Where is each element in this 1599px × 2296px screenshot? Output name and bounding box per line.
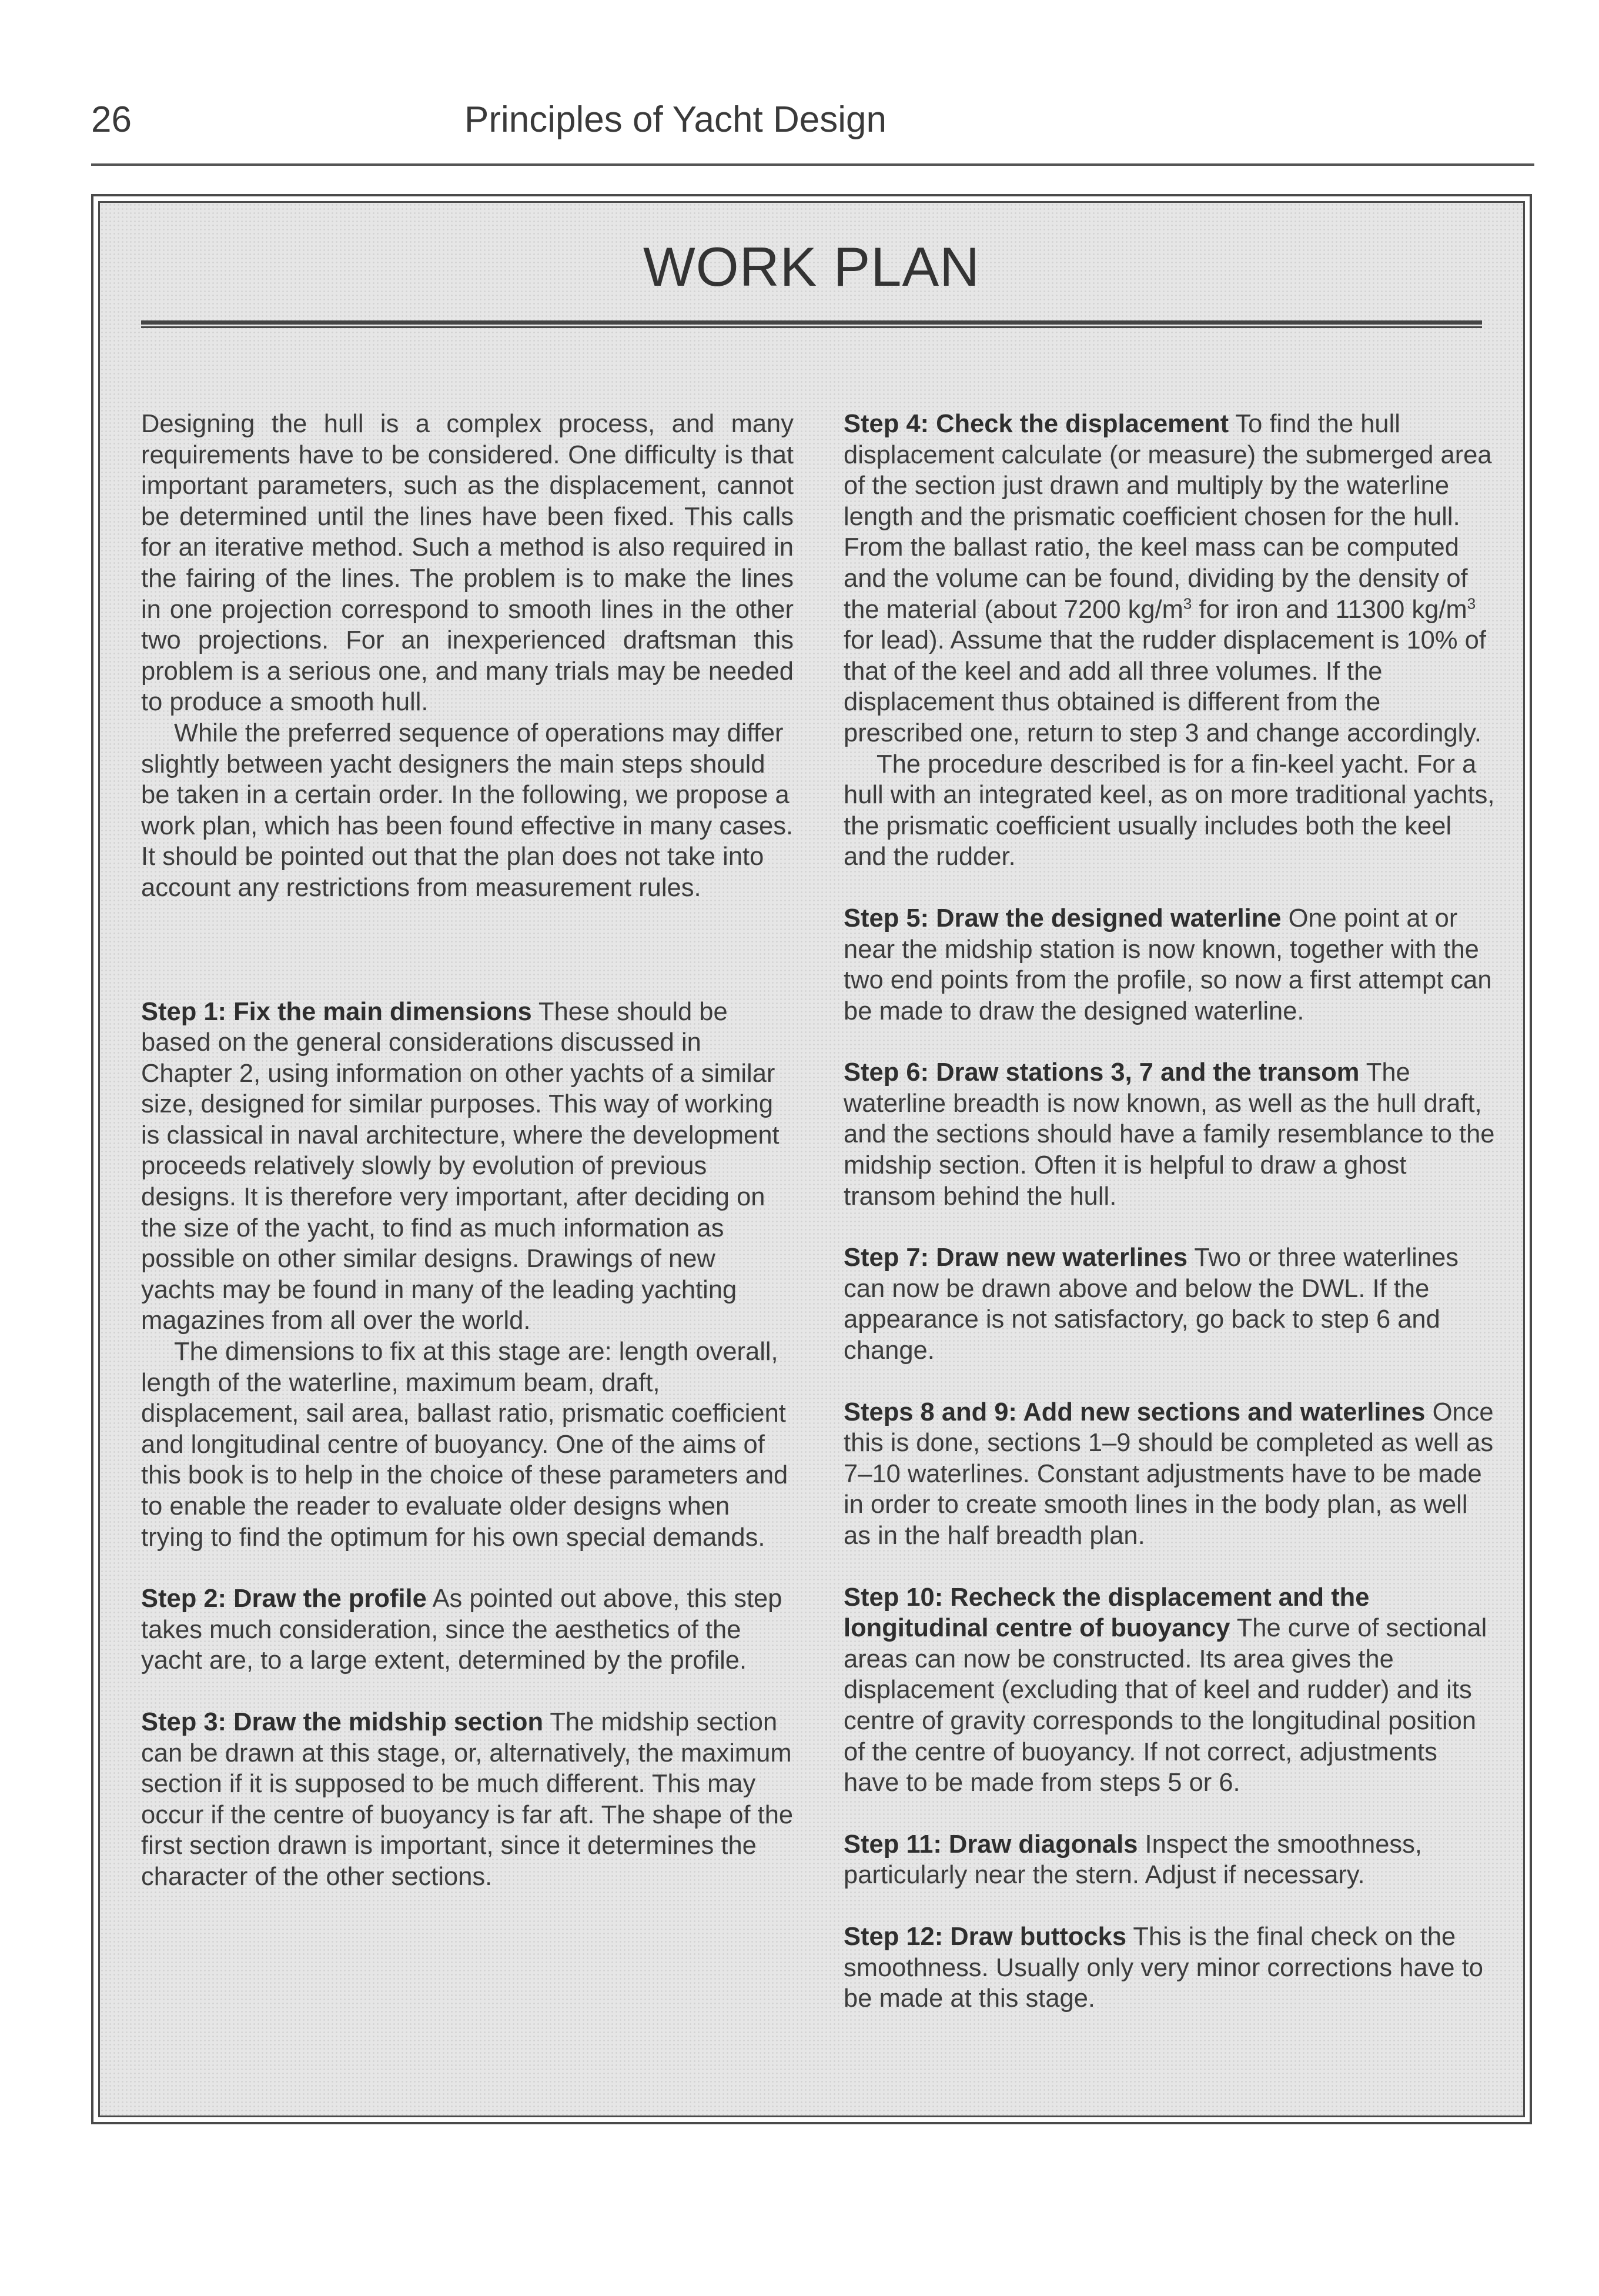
step-7: [844, 1242, 1496, 1366]
title-rule: [141, 320, 1482, 328]
step-4-body-b: for iron and 11300 kg/m: [1192, 595, 1467, 624]
step-10: [844, 1582, 1496, 1799]
step-12-heading: Step 12: Draw buttocks: [844, 1922, 1127, 1951]
step-3: [141, 1707, 794, 1893]
steps-8-9-heading: Steps 8 and 9: Add new sections and waterlines: [844, 1398, 1426, 1426]
spacer: [844, 1799, 1496, 1829]
step-7-body: Two or three waterlines can now be drawn above and below the DWL. If the appearance is not satisfactory, go back to step 6 and change.: [844, 1244, 1459, 1365]
step-4-body-c: for lead). Assume that the rudder displacement is 10% of that of the keel and add all three volumes. If the displacement thus obtained is different from the prescribed one, return to step 3 and change accordingly.: [844, 626, 1486, 747]
running-title: Principles of Yacht Design: [464, 99, 887, 140]
step-1-heading: Step 1: Fix the main dimensions: [141, 997, 532, 1026]
step-4-body-2: The procedure described is for a fin-keel yacht. For a hull with an integrated keel, as on more traditional yachts, the prismatic coefficient usually includes both the keel and the rudder.: [844, 750, 1495, 871]
step-4: [844, 409, 1496, 749]
step-6-body: The waterline breadth is now known, as well as the hull draft, and the sections should have a family resemblance to the midship section. Often it is helpful to draw a ghost transom behind the hull.: [844, 1058, 1495, 1211]
step-1: [141, 997, 794, 1337]
spacer: [844, 1366, 1496, 1397]
step-6: [844, 1057, 1496, 1212]
step-4-heading: Step 4: Check the displacement: [844, 410, 1229, 438]
step-12: [844, 1921, 1496, 2014]
page-number: 26: [91, 99, 132, 140]
intro-paragraph-1: Designing the hull is a complex process, and many requirements have to be considered. One difficulty is that important parameters, such as the displacement, cannot be determined until the lines have been fixed. This calls for an iterative method. Such a method is also required in the fairing of the lines. The problem is to make the lines in one projection correspond to smooth lines in the other two projections. For an inexperienced draftsman this problem is a serious one, and many trials may be needed to produce a smooth hull.: [141, 410, 794, 717]
spacer: [844, 1891, 1496, 1921]
spacer: [844, 1212, 1496, 1242]
step-10-heading: Step 10: Recheck the displacement and the longitudinal centre of buoyancy: [844, 1583, 1370, 1643]
step-10-body: The curve of sectional areas can now be constructed. Its area gives the displacement (excluding that of keel and rudder) and its centre of gravity corresponds to the longitudinal position of the centre of buoyancy. If not correct, adjustments have to be made from steps 5 or 6.: [844, 1614, 1487, 1797]
spacer: [141, 1676, 794, 1707]
steps-8-9-body: Once this is done, sections 1–9 should be completed as well as 7–10 waterlines. Constant adjustments have to be made in order to create smooth lines in the body plan, as well as in the half breadth plan.: [844, 1398, 1494, 1550]
step-11-heading: Step 11: Draw diagonals: [844, 1830, 1138, 1859]
page-header: [91, 94, 1534, 166]
superscript-3: 3: [1467, 594, 1476, 613]
spacer: [844, 873, 1496, 903]
spacer: [844, 1552, 1496, 1582]
step-2-body: As pointed out above, this step takes much consideration, since the aesthetics of the yacht are, to a large extent, determined by the profile.: [141, 1585, 782, 1675]
step-3-heading: Step 3: Draw the midship section: [141, 1707, 544, 1736]
step-11: [844, 1829, 1496, 1891]
spacer: [844, 1027, 1496, 1057]
intro-paragraph-2: While the preferred sequence of operations may differ slightly between yacht designers the main steps should be taken in a certain order. In the following, we propose a work plan, which has been found effective in many cases. It should be pointed out that the plan does not take into account any restrictions from measurement rules.: [141, 718, 794, 902]
right-column: [844, 409, 1496, 2014]
steps-8-9: [844, 1397, 1496, 1552]
spacer: [141, 904, 794, 997]
step-3-body: The midship section can be drawn at this stage, or, alternatively, the maximum section if it is supposed to be much different. This may occur if the centre of buoyancy is far aft. The shape of the first section drawn is important, since it determines the character of the other sections.: [141, 1707, 794, 1891]
step-5-heading: Step 5: Draw the designed waterline: [844, 904, 1282, 933]
step-11-body: Inspect the smoothness, particularly near the stern. Adjust if necessary.: [844, 1830, 1423, 1890]
step-5: [844, 903, 1496, 1027]
step-7-heading: Step 7: Draw new waterlines: [844, 1244, 1188, 1272]
step-2-heading: Step 2: Draw the profile: [141, 1585, 427, 1613]
work-plan-panel-inner: [98, 201, 1525, 2117]
step-1-body: These should be based on the general considerations discussed in Chapter 2, using information on other yachts of a similar size, designed for similar purposes. This way of working is classical in naval architecture, where the development proceeds relatively slowly by evolution of previous designs. It is therefore very important, after deciding on the size of the yacht, to find as much information as possible on other similar designs. Drawings of new yachts may be found in many of the leading yachting magazines from all over the world.: [141, 997, 780, 1335]
step-5-body: One point at or near the midship station is now known, together with the two end points from the profile, so now a first attempt can be made to draw the designed waterline.: [844, 904, 1492, 1025]
step-6-heading: Step 6: Draw stations 3, 7 and the transom: [844, 1058, 1360, 1087]
step-1-body-2: The dimensions to fix at this stage are: length overall, length of the waterline, maximum beam, draft, displacement, sail area, ballast ratio, prismatic coefficient and longitudinal centre of buoyancy. One of the aims of this book is to help in the choice of these parameters and to enable the reader to evaluate older designs when trying to find the optimum for his own special demands.: [141, 1338, 788, 1552]
panel-title: WORK PLAN: [643, 236, 981, 298]
work-plan-panel: [91, 194, 1532, 2124]
step-12-body: This is the final check on the smoothness. Usually only very minor corrections have to be made at this stage.: [844, 1922, 1483, 2013]
left-column: [141, 409, 794, 1893]
step-2: [141, 1583, 794, 1676]
step-4-body-a: To find the hull displacement calculate (or measure) the submerged area of the section just drawn and multiply by the waterline length and the prismatic coefficient chosen for the hull. From the ballast ratio, the keel mass can be computed and the volume can be found, dividing by the density of the material (about 7200 kg/m: [844, 410, 1492, 624]
superscript-3: 3: [1183, 594, 1192, 613]
spacer: [141, 1553, 794, 1583]
